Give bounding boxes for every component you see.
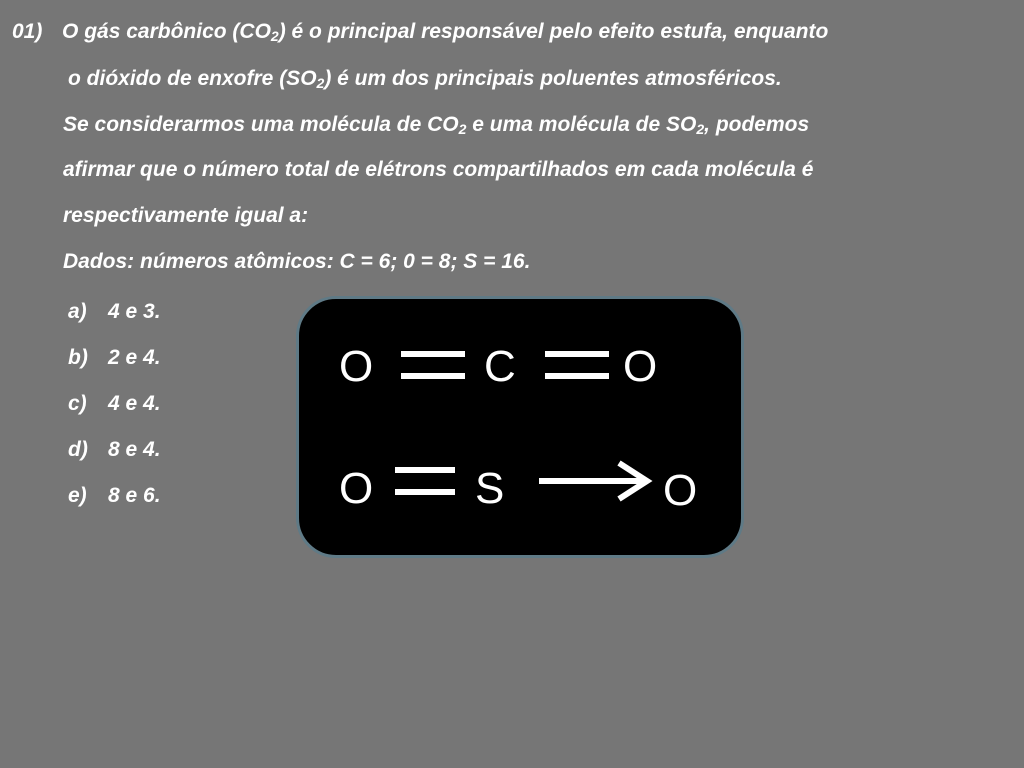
option-b — [68, 346, 161, 370]
option-text: 8 e 4. — [108, 438, 161, 461]
so2-oxygen-right: O — [663, 466, 698, 515]
co2-double-bond-right — [543, 349, 613, 385]
co2-double-bond-left — [399, 349, 469, 385]
question-line-2 — [68, 67, 782, 95]
question-line-5: respectivamente igual a: — [63, 204, 309, 227]
option-text: 8 e 6. — [108, 484, 161, 507]
text-fragment: ) é um dos principais poluentes atmosféricos. — [324, 67, 782, 90]
subscript: 2 — [696, 121, 705, 137]
text-fragment: e uma molécula de SO — [466, 113, 697, 136]
so2-double-bond — [393, 465, 459, 501]
molecule-diagram-panel — [296, 296, 744, 558]
option-letter: d) — [68, 438, 88, 461]
text-fragment: , podemos — [704, 113, 810, 136]
so2-sulfur: S — [475, 464, 505, 513]
subscript: 2 — [270, 28, 279, 44]
question-number: 01) — [12, 20, 43, 43]
text-fragment: O gás carbônico (CO — [62, 20, 271, 43]
question-line-4: afirmar que o número total de elétrons compartilhados em cada molécula é — [63, 158, 814, 181]
subscript: 2 — [458, 121, 467, 137]
option-c — [68, 392, 161, 416]
text-fragment: o dióxido de enxofre (SO — [68, 67, 317, 90]
question-line-1 — [12, 20, 828, 48]
so2-oxygen-left: O — [339, 464, 374, 513]
option-e — [68, 484, 161, 508]
question-data-line: Dados: números atômicos: C = 6; 0 = 8; S = 16. — [63, 250, 531, 273]
text-fragment: ) é o principal responsável pelo efeito estufa, enquanto — [278, 20, 829, 43]
option-text: 2 e 4. — [108, 346, 161, 369]
text-fragment: Se considerarmos uma molécula de CO — [63, 113, 459, 136]
so2-coordinate-arrow-icon — [537, 459, 657, 503]
co2-oxygen-right: O — [623, 342, 658, 391]
option-d — [68, 438, 161, 462]
option-letter: c) — [68, 392, 87, 415]
option-text: 4 e 4. — [108, 392, 161, 415]
question-line-3 — [63, 113, 809, 141]
option-text: 4 e 3. — [108, 300, 161, 323]
option-letter: b) — [68, 346, 88, 369]
option-letter: e) — [68, 484, 87, 507]
co2-oxygen-left: O — [339, 342, 374, 391]
co2-carbon: C — [484, 342, 516, 391]
option-letter: a) — [68, 300, 87, 323]
option-a — [68, 300, 161, 324]
subscript: 2 — [316, 75, 325, 91]
